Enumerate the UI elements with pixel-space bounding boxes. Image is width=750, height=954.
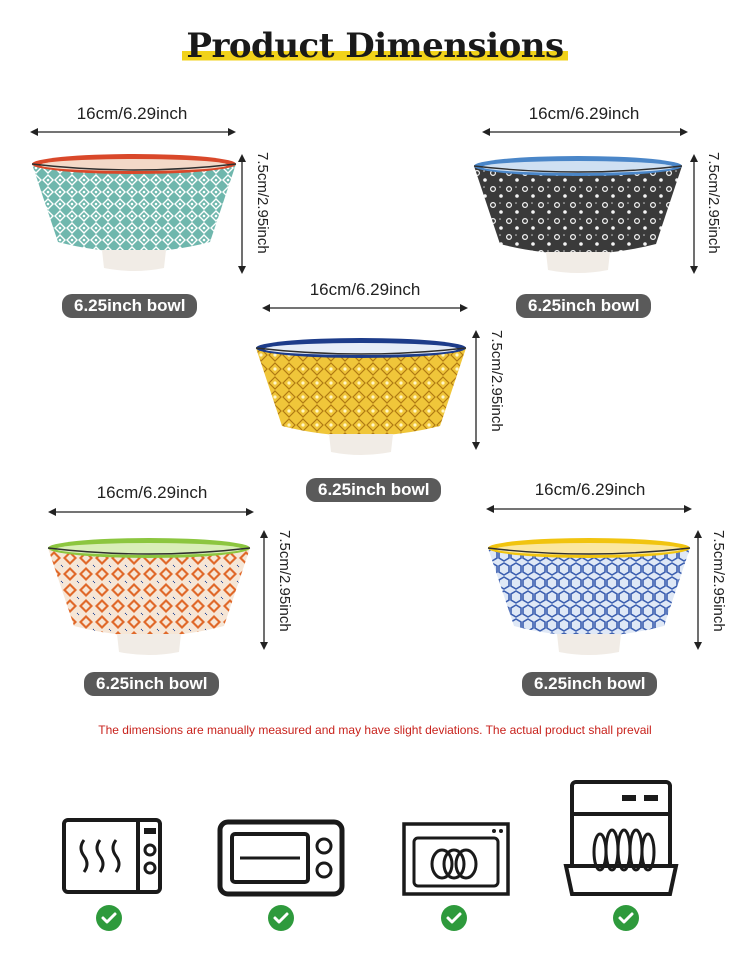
bowl-5-name-badge: 6.25inch bowl [522, 672, 657, 696]
bowl-1-height-label: 7.5cm/2.95inch [254, 152, 271, 254]
bowl-1-width-label: 16cm/6.29inch [76, 104, 188, 123]
bowl-4-height-label: 7.5cm/2.95inch [276, 530, 293, 632]
steam-oven-checkmark-icon [96, 905, 122, 931]
bowl-3-height-label: 7.5cm/2.95inch [488, 330, 505, 432]
dishwasher-checkmark-icon [613, 905, 639, 931]
disinfection-cabinet-icon [402, 822, 510, 896]
bowl-2-width-label: 16cm/6.29inch [528, 104, 640, 123]
bowl-2-height-label: 7.5cm/2.95inch [705, 152, 722, 254]
bowl-4-width-arrow [48, 506, 254, 518]
bowl-1-height-arrow [236, 154, 248, 274]
bowl-2-name-badge: 6.25inch bowl [516, 294, 651, 318]
disclaimer-note: The dimensions are manually measured and may have slight deviations. The actual product shall prevail [98, 723, 652, 737]
bowl-5-height-label: 7.5cm/2.95inch [710, 530, 727, 632]
bowl-5-image [486, 534, 692, 659]
bowl-2-width-arrow [482, 126, 688, 138]
bowl-1-width-arrow [30, 126, 236, 138]
bowl-3-width-arrow [262, 302, 468, 314]
bowl-4-image [46, 534, 252, 659]
dishwasher-icon [564, 780, 678, 898]
title-text: Product Dimensions [182, 26, 567, 66]
microwave-checkmark-icon [268, 905, 294, 931]
bowl-3-height-arrow [470, 330, 482, 450]
bowl-3-name-badge: 6.25inch bowl [306, 478, 441, 502]
page-title [0, 26, 750, 66]
bowl-3-image [254, 334, 468, 459]
bowl-2-image [472, 152, 684, 277]
bowl-5-width-label: 16cm/6.29inch [534, 480, 646, 499]
bowl-5-width-arrow [486, 503, 692, 515]
bowl-1-name-badge: 6.25inch bowl [62, 294, 197, 318]
bowl-4-height-arrow [258, 530, 270, 650]
microwave-icon [218, 820, 344, 896]
bowl-5-height-arrow [692, 530, 704, 650]
bowl-4-name-badge: 6.25inch bowl [84, 672, 219, 696]
bowl-1-image [30, 150, 240, 275]
steam-oven-icon [62, 818, 162, 894]
bowl-4-width-label: 16cm/6.29inch [96, 483, 208, 502]
bowl-3-width-label: 16cm/6.29inch [309, 280, 421, 299]
bowl-2-height-arrow [688, 154, 700, 274]
disinfection-cabinet-checkmark-icon [441, 905, 467, 931]
